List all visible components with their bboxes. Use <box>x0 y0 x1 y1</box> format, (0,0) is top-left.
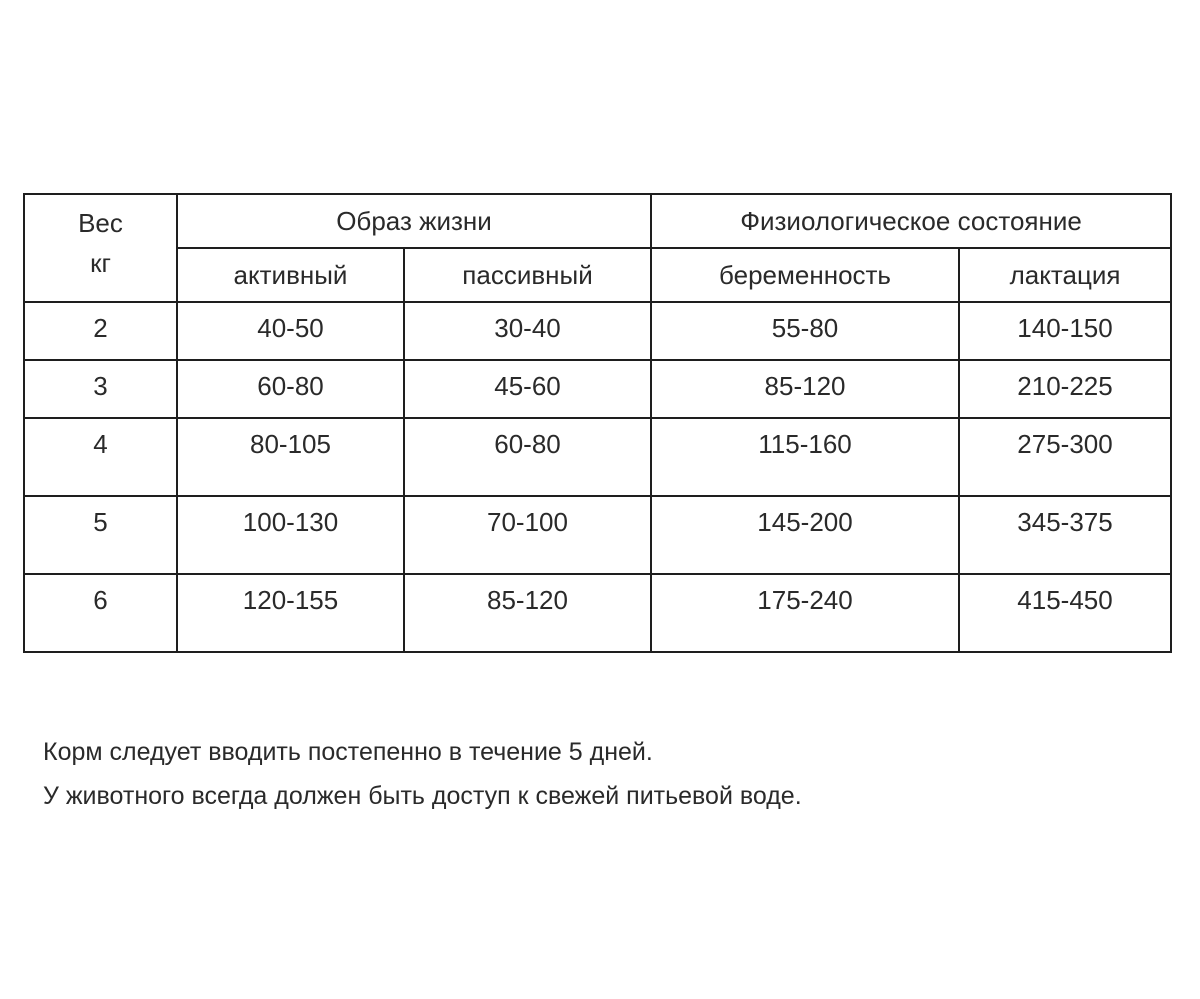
table-row <box>24 418 1171 496</box>
cell-active: 40-50 <box>177 302 404 360</box>
table-row <box>24 574 1171 652</box>
header-weight-unit: кг <box>90 248 111 278</box>
header-weight <box>24 194 177 302</box>
header-row-groups <box>24 194 1171 248</box>
cell-lactation: 415-450 <box>959 574 1171 652</box>
feeding-table <box>23 193 1172 653</box>
cell-pregnancy: 85-120 <box>651 360 959 418</box>
cell-weight: 6 <box>24 574 177 652</box>
header-physiology: Физиологическое состояние <box>651 194 1171 248</box>
cell-active: 120-155 <box>177 574 404 652</box>
header-weight-label: Вес <box>78 208 123 238</box>
header-lifestyle: Образ жизни <box>177 194 651 248</box>
cell-weight: 3 <box>24 360 177 418</box>
cell-lactation: 210-225 <box>959 360 1171 418</box>
cell-passive: 60-80 <box>404 418 651 496</box>
note-gradual-introduction: Корм следует вводить постепенно в течение 5 дней. <box>43 738 653 766</box>
cell-lactation: 140-150 <box>959 302 1171 360</box>
cell-lactation: 275-300 <box>959 418 1171 496</box>
header-row-sub <box>24 248 1171 302</box>
cell-active: 100-130 <box>177 496 404 574</box>
cell-weight: 5 <box>24 496 177 574</box>
header-active: активный <box>177 248 404 302</box>
feeding-notes <box>43 730 802 818</box>
cell-pregnancy: 55-80 <box>651 302 959 360</box>
cell-pregnancy: 175-240 <box>651 574 959 652</box>
cell-active: 60-80 <box>177 360 404 418</box>
cell-pregnancy: 145-200 <box>651 496 959 574</box>
cell-pregnancy: 115-160 <box>651 418 959 496</box>
cell-passive: 85-120 <box>404 574 651 652</box>
cell-weight: 2 <box>24 302 177 360</box>
header-lactation: лактация <box>959 248 1171 302</box>
note-fresh-water: У животного всегда должен быть доступ к свежей питьевой воде. <box>43 782 802 810</box>
table-row <box>24 360 1171 418</box>
cell-active: 80-105 <box>177 418 404 496</box>
cell-passive: 45-60 <box>404 360 651 418</box>
table-row <box>24 302 1171 360</box>
table-row <box>24 496 1171 574</box>
cell-passive: 70-100 <box>404 496 651 574</box>
header-passive: пассивный <box>404 248 651 302</box>
cell-weight: 4 <box>24 418 177 496</box>
cell-passive: 30-40 <box>404 302 651 360</box>
header-pregnancy: беременность <box>651 248 959 302</box>
cell-lactation: 345-375 <box>959 496 1171 574</box>
